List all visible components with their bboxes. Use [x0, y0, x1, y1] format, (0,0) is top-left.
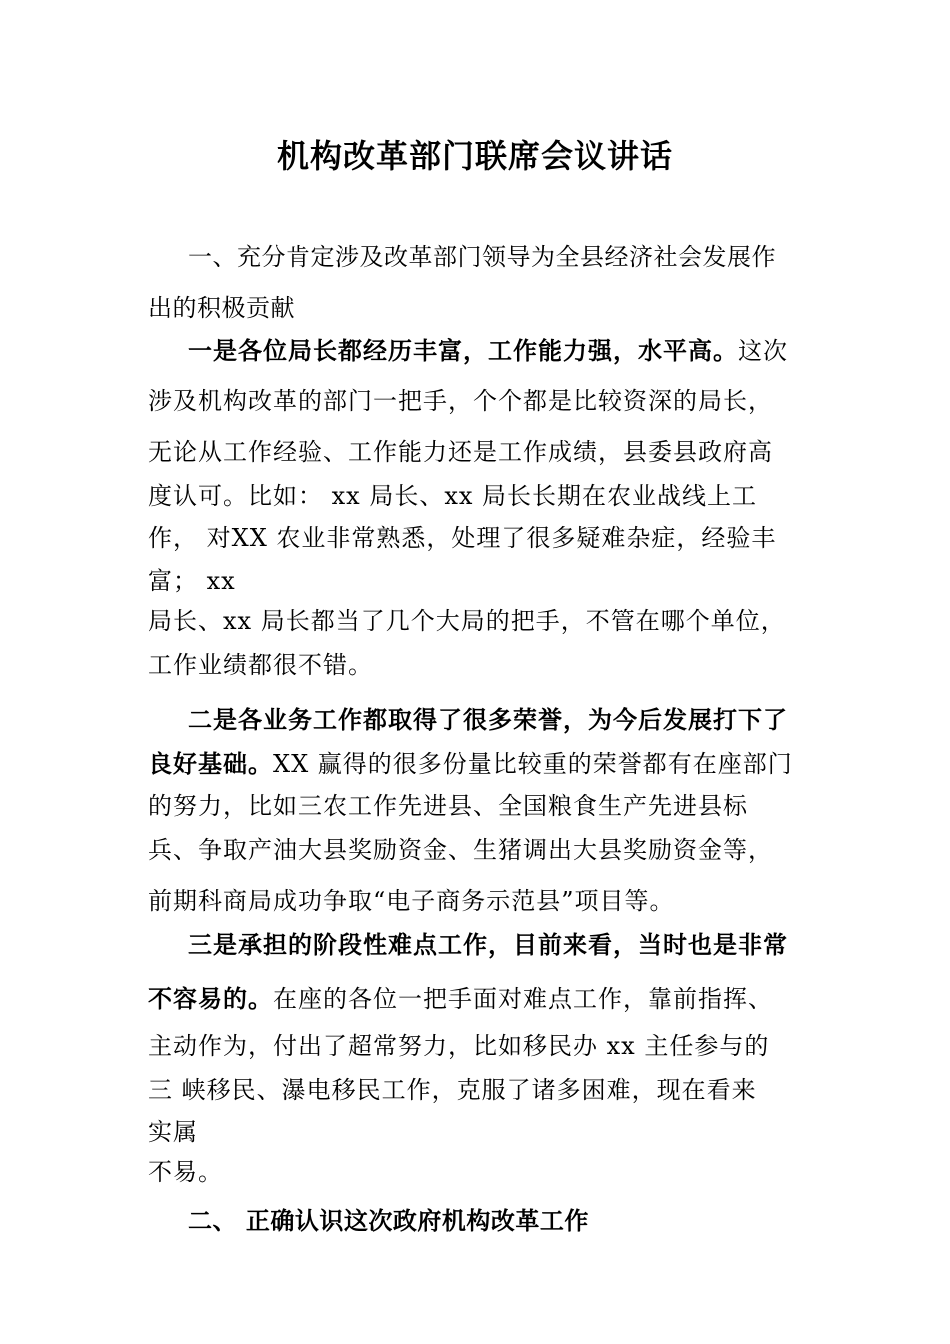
- paragraph-2-line-4: 兵、争取产油大县奖励资金、生猪调出大县奖励资金等，: [148, 836, 773, 864]
- paragraph-2-line-3: 的努力，比如三农工作先进县、全国粮食生产先进县标: [148, 792, 748, 820]
- paragraph-2-line-2: [148, 749, 793, 779]
- document-title: 机构改革部门联席会议讲话: [276, 137, 673, 175]
- paragraph-3-line-3: 主动作为，付出了超常努力，比如移民办 xx 主任参与的: [148, 1032, 770, 1060]
- paragraph-1-line-8: 工作业绩都很不错。: [148, 651, 373, 679]
- paragraph-3-lead-line-2: 不容易的。: [148, 984, 273, 1013]
- section-1-heading-line-2: 出的积极贡献: [148, 294, 295, 322]
- paragraph-3-lead-line-1: 三是承担的阶段性难点工作，目前来看，当时也是非常: [188, 930, 788, 959]
- paragraph-1-line-2: 涉及机构改革的部门一把手，个个都是比较资深的局长，: [148, 387, 773, 415]
- paragraph-1-line-1-rest: 这次: [738, 337, 788, 365]
- paragraph-1-line-5: 作， 对XX 农业非常熟悉，处理了很多疑难杂症，经验丰: [148, 524, 777, 552]
- section-2-heading: 二、 正确认识这次政府机构改革工作: [188, 1207, 589, 1235]
- paragraph-3-line-2-rest: 在座的各位一把手面对难点工作，靠前指挥、: [273, 985, 773, 1013]
- paragraph-2-lead-line-2: 良好基础。: [148, 749, 273, 778]
- paragraph-3-line-5: 实属: [148, 1118, 198, 1146]
- paragraph-1-line-7: 局长、xx 局长都当了几个大局的把手，不管在哪个单位，: [148, 607, 786, 635]
- paragraph-3-line-6: 不易。: [148, 1158, 223, 1186]
- paragraph-1-line-3: 无论从工作经验、工作能力还是工作成绩，县委县政府高: [148, 438, 773, 466]
- section-1-heading-line-1: 一、充分肯定涉及改革部门领导为全县经济社会发展作: [188, 243, 776, 271]
- paragraph-2-line-2-rest: XX 赢得的很多份量比较重的荣誉都有在座部门: [273, 750, 793, 778]
- paragraph-1-line-4: 度认可。比如： xx 局长、xx 局长长期在农业战线上工: [148, 482, 758, 510]
- paragraph-3-line-2: [148, 984, 773, 1014]
- paragraph-1-line-6: 富； xx: [148, 567, 236, 595]
- paragraph-1-line-1: [188, 336, 788, 366]
- paragraph-2-lead-line-1: 二是各业务工作都取得了很多荣誉，为今后发展打下了: [188, 705, 788, 734]
- paragraph-3-line-4: 三 峡移民、瀑电移民工作，克服了诸多困难，现在看来: [148, 1076, 757, 1104]
- paragraph-1-lead: 一是各位局长都经历丰富，工作能力强，水平高。: [188, 336, 738, 365]
- paragraph-2-line-5: 前期科商局成功争取“电子商务示范县”项目等。: [148, 887, 675, 915]
